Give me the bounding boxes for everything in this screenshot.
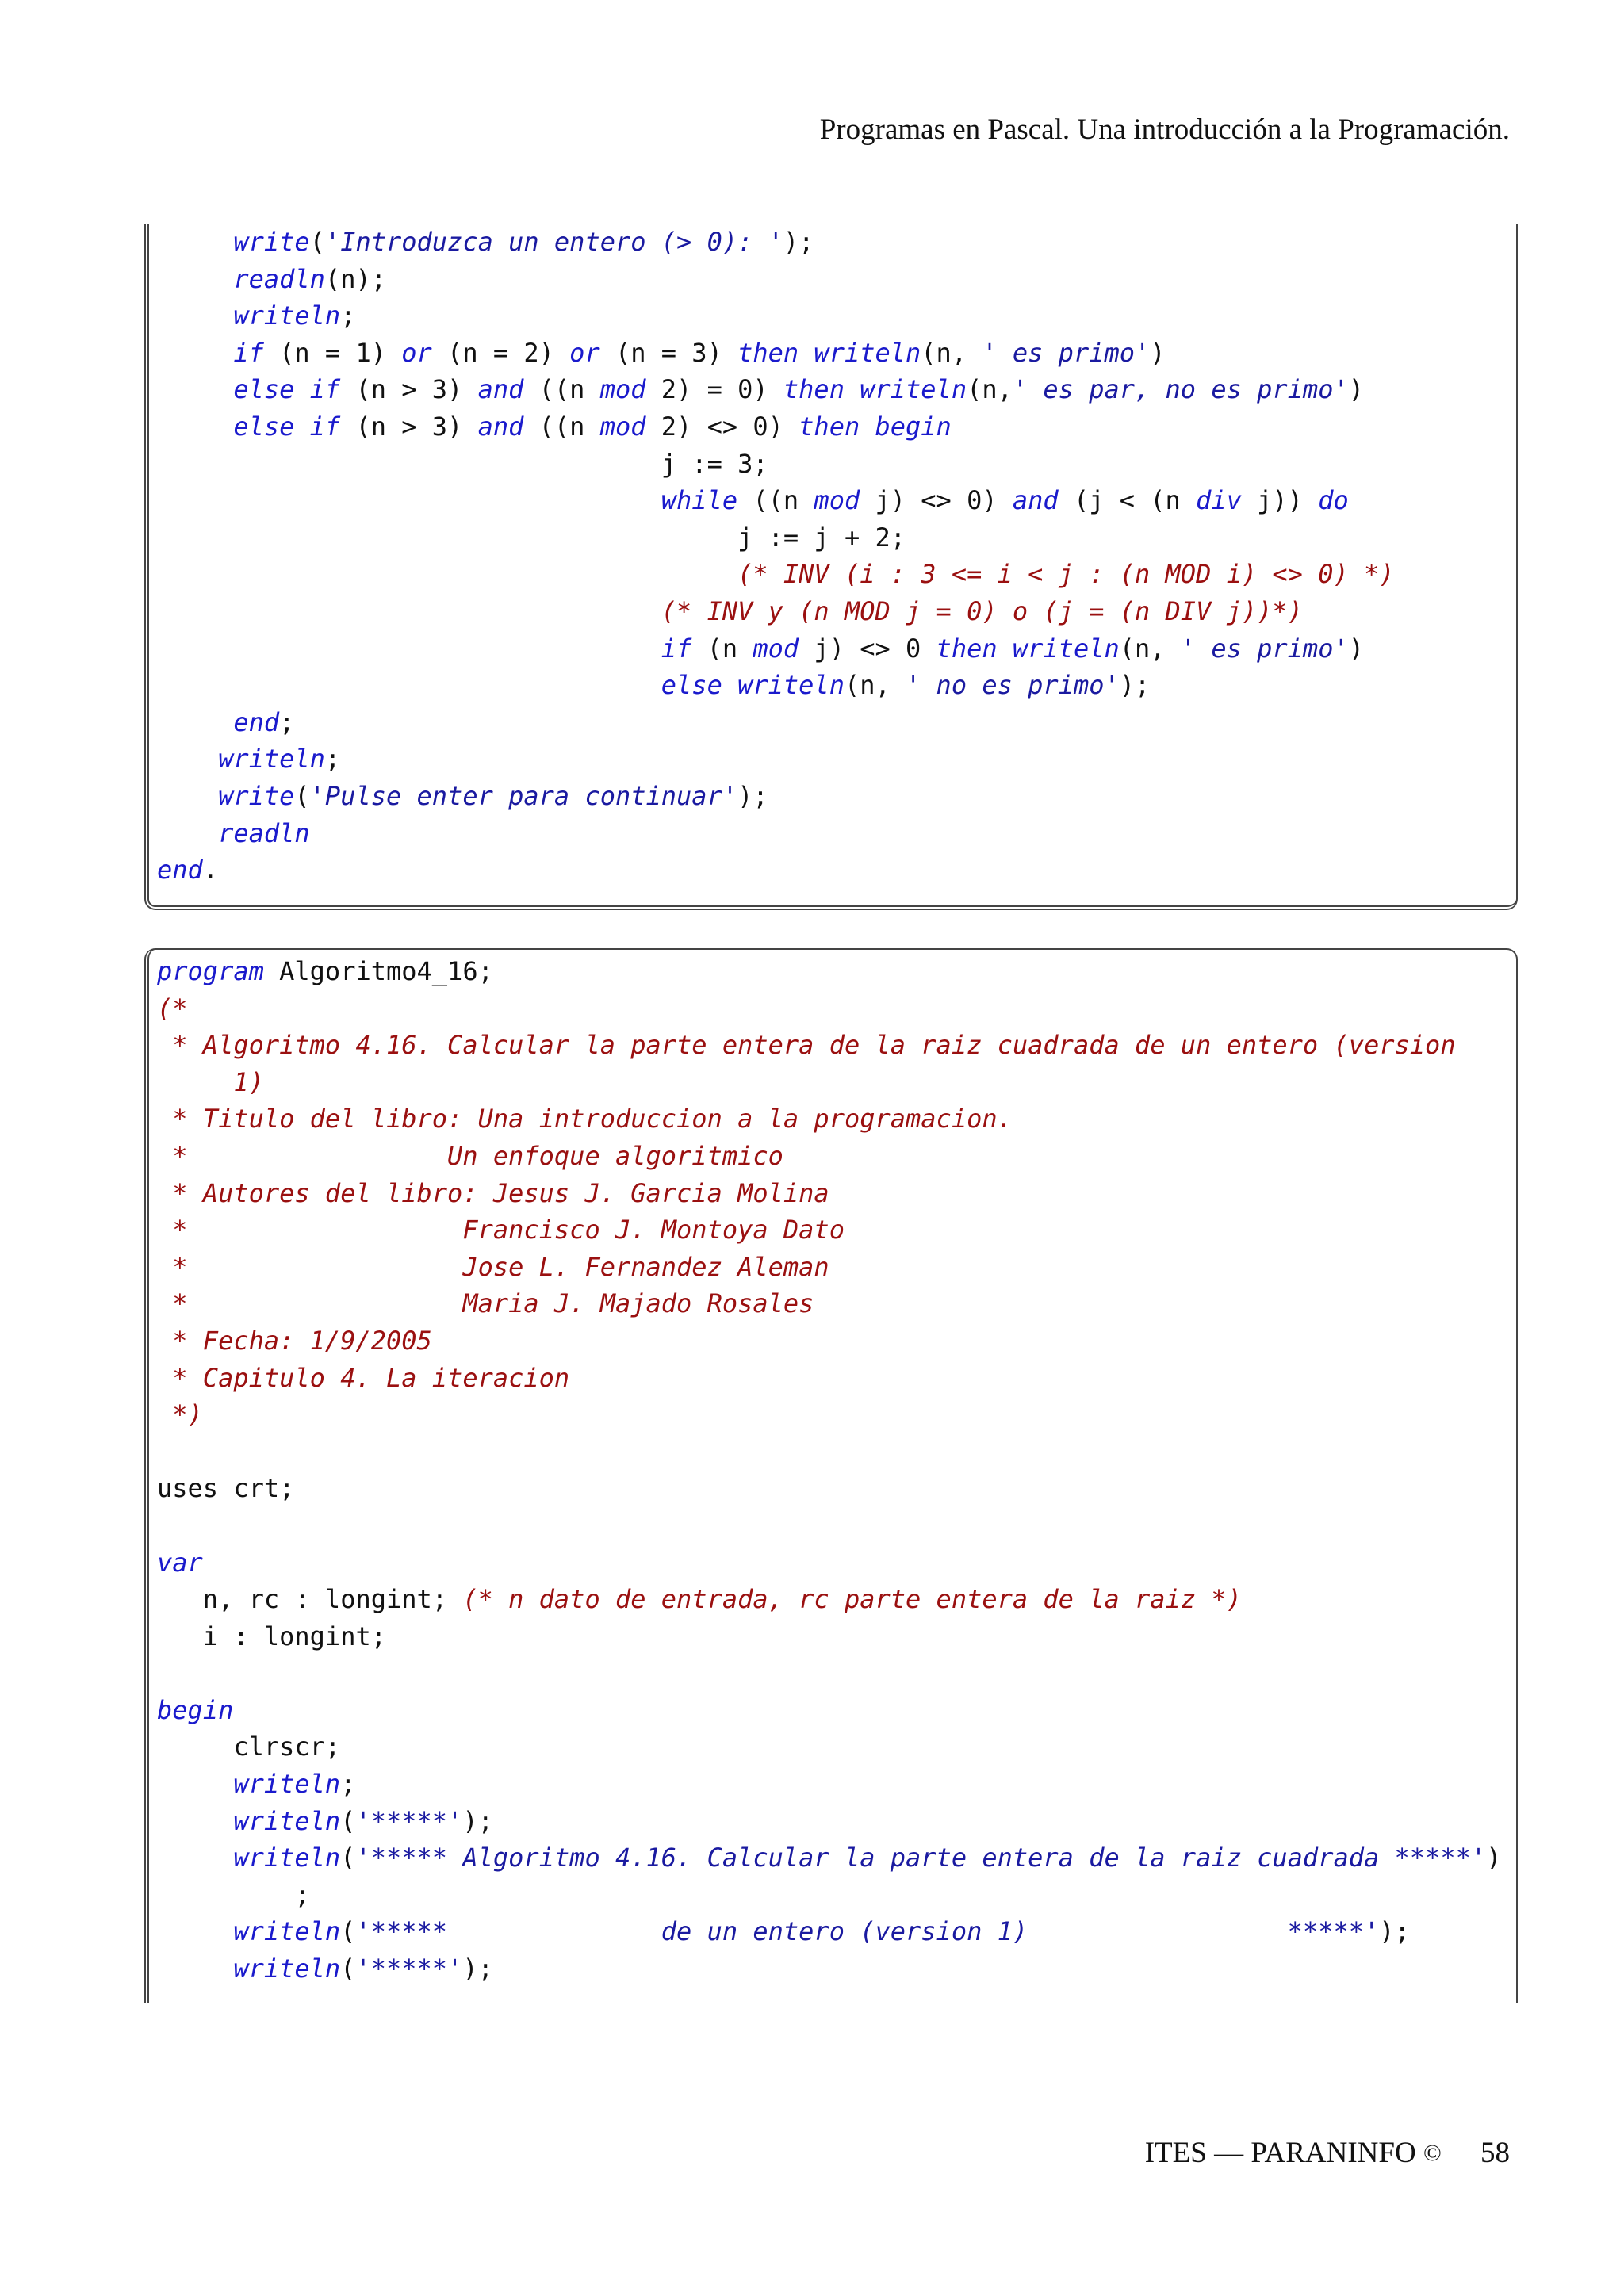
code-comment: * Capitulo 4. La iteracion [157, 1362, 570, 1393]
code-text: 2) <> 0) [645, 411, 799, 442]
code-line [157, 1803, 1501, 1840]
code-line [157, 1581, 1501, 1618]
code-keyword: while [661, 485, 738, 516]
code-keyword: mod [599, 374, 646, 405]
code-text: ); [1379, 1916, 1410, 1947]
code-text [157, 227, 233, 257]
code-line [157, 990, 1501, 1027]
code-text [157, 1954, 233, 1984]
code-line [157, 519, 1395, 557]
code-text [157, 1843, 233, 1873]
code-line [157, 297, 1395, 335]
code-comment: (* [157, 993, 188, 1024]
publisher-name: ITES — PARANINFO [1144, 2137, 1416, 2169]
code-string: '*****' [355, 1805, 463, 1836]
code-listing-continued [157, 224, 1395, 889]
code-line [157, 408, 1395, 446]
code-line [157, 1100, 1501, 1138]
code-text: ; [157, 1879, 310, 1910]
code-line [157, 1839, 1501, 1877]
code-line [157, 953, 1501, 990]
code-keyword: else [661, 670, 722, 701]
code-text: ( [309, 227, 325, 257]
code-text: uses crt; [157, 1473, 295, 1504]
code-keyword: then [936, 633, 998, 664]
code-string: '*****' [355, 1954, 463, 1984]
code-line [157, 1027, 1501, 1064]
code-text: ); [462, 1954, 493, 1984]
code-comment: * Fecha: 1/9/2005 [157, 1325, 432, 1356]
code-comment: * Autores del libro: Jesus J. Garcia Molina [157, 1177, 829, 1208]
code-keyword: begin [157, 1694, 234, 1725]
code-keyword: write [233, 227, 310, 257]
code-line [157, 446, 1395, 483]
code-comment: * Maria J. Majado Rosales [157, 1288, 814, 1319]
code-comment: (* INV (i : 3 <= i < j : (n MOD i) <> 0) *) [737, 559, 1395, 590]
code-text: (n, [921, 337, 982, 368]
code-text: (n = 3) [599, 337, 738, 368]
code-keyword: then [783, 374, 845, 405]
code-text: ((n [737, 485, 814, 516]
copyright-symbol: © [1423, 2140, 1442, 2166]
code-string: ' no es primo' [906, 670, 1120, 701]
code-comment: 1) [157, 1066, 264, 1097]
code-line [157, 1766, 1501, 1803]
code-keyword: writeln [233, 1916, 341, 1947]
code-text: 2) = 0) [645, 374, 783, 405]
page-footer [1145, 2136, 1510, 2170]
code-text: ( [340, 1843, 356, 1873]
code-text: ); [783, 227, 814, 257]
code-text: j)) [1241, 485, 1319, 516]
code-text: ( [294, 780, 310, 811]
code-text: ; [324, 744, 341, 775]
code-line [157, 778, 1395, 815]
code-text: (n); [324, 263, 386, 294]
code-keyword: else if [233, 374, 341, 405]
code-line [157, 1877, 1501, 1914]
code-keyword: div [1196, 485, 1242, 516]
code-text: j) <> 0 [799, 633, 936, 664]
code-line [157, 556, 1395, 593]
code-line [157, 1322, 1501, 1360]
code-line [157, 1544, 1501, 1582]
code-text: (n = 2) [431, 337, 570, 368]
code-line [157, 261, 1395, 298]
code-text [157, 1806, 233, 1836]
code-text [157, 707, 233, 737]
page-number: 58 [1480, 2137, 1510, 2169]
code-keyword: write [218, 780, 295, 811]
code-keyword: writeln [737, 670, 845, 701]
code-keyword: writeln [814, 337, 921, 368]
code-line [157, 630, 1395, 668]
code-text [799, 338, 814, 368]
code-text [157, 485, 661, 515]
code-keyword: else if [233, 411, 341, 442]
code-text: (n, [967, 374, 1013, 405]
code-text: ; [340, 1769, 356, 1800]
code-text: Algoritmo4_16; [263, 956, 493, 986]
code-line [157, 482, 1395, 519]
code-comment: * Francisco J. Montoya Dato [157, 1215, 845, 1246]
code-line [157, 1692, 1501, 1729]
code-keyword: mod [753, 633, 799, 664]
code-text [157, 744, 218, 774]
code-text [157, 411, 233, 442]
code-string: '***** Algoritmo 4.16. Calcular la parte entera de la raiz cuadrada *****' [355, 1843, 1487, 1873]
code-keyword: if [661, 633, 692, 664]
code-text [157, 781, 218, 811]
code-text: ( [340, 1954, 356, 1984]
code-string: 'Introduzca un entero (> 0): ' [324, 227, 783, 257]
code-keyword: writeln [218, 744, 325, 775]
running-header: Programas en Pascal. Una introducción a la Programación. [819, 113, 1510, 146]
code-line [157, 815, 1395, 852]
code-text: (n > 3) [340, 374, 478, 405]
code-keyword: writeln [860, 374, 967, 405]
code-text [157, 670, 661, 700]
code-line [157, 1249, 1501, 1286]
code-line [157, 1396, 1501, 1433]
code-keyword: writeln [1012, 633, 1120, 664]
code-comment: (* n dato de entrada, rc parte entera de la raiz *) [462, 1584, 1242, 1615]
code-comment: * Titulo del libro: Una introduccion a la programacion. [157, 1104, 1013, 1135]
code-text: ((n [523, 411, 600, 442]
code-text: (n, [844, 670, 906, 701]
code-keyword: writeln [233, 300, 341, 331]
code-line [157, 1360, 1501, 1397]
code-text [998, 633, 1013, 664]
code-text: ; [340, 300, 356, 331]
code-line [157, 1913, 1501, 1950]
code-text: j := 3; [157, 448, 768, 479]
code-line [157, 1138, 1501, 1175]
code-text: ); [1119, 670, 1151, 701]
code-text: ); [462, 1805, 493, 1836]
code-keyword: or [401, 337, 432, 368]
code-text: ) [1348, 633, 1364, 664]
code-line [157, 1728, 1501, 1766]
code-line [157, 1507, 1501, 1544]
code-text [845, 374, 860, 404]
code-string: ' es primo' [1180, 633, 1349, 664]
code-line [157, 224, 1395, 261]
code-string: '***** de un entero (version 1) *****' [355, 1916, 1380, 1947]
code-text [157, 338, 233, 368]
code-text: ) [1348, 374, 1364, 405]
code-comment: *) [157, 1399, 203, 1430]
code-keyword: writeln [233, 1954, 341, 1984]
code-string: ' es primo' [982, 337, 1151, 368]
code-text: ( [340, 1805, 356, 1836]
code-text [157, 1769, 233, 1799]
code-text: (n > 3) [340, 411, 478, 442]
code-text [157, 818, 218, 848]
code-keyword: then begin [799, 411, 952, 442]
code-listing-algoritmo4-16 [157, 953, 1501, 1988]
code-keyword: program [157, 956, 264, 986]
code-line [157, 1285, 1501, 1322]
code-text [157, 264, 233, 294]
code-text [157, 1916, 233, 1946]
code-keyword: end [233, 706, 280, 737]
code-line [157, 1064, 1501, 1101]
code-text: clrscr; [157, 1732, 341, 1762]
code-text: ( [340, 1916, 356, 1947]
code-keyword: var [157, 1547, 203, 1578]
code-keyword: readln [233, 263, 325, 294]
code-text [157, 300, 233, 331]
code-line [157, 704, 1395, 741]
code-comment: * Algoritmo 4.16. Calcular la parte entera de la raiz cuadrada de un entero (version [157, 1030, 1456, 1061]
code-line [157, 593, 1395, 630]
code-text: ((n [523, 374, 600, 405]
code-line [157, 335, 1395, 372]
code-keyword: then [737, 337, 799, 368]
code-keyword: if [233, 337, 264, 368]
code-text: n, rc : longint; [157, 1584, 463, 1615]
code-text: j := j + 2; [157, 522, 906, 553]
code-line [157, 667, 1395, 704]
code-text: (n, [1119, 633, 1181, 664]
code-text [722, 670, 737, 700]
code-text: i : longint; [157, 1621, 386, 1651]
code-keyword: writeln [233, 1843, 341, 1873]
code-text [157, 559, 737, 589]
code-keyword: and [1012, 485, 1059, 516]
code-text: (n = 1) [263, 337, 402, 368]
code-text: j) <> 0) [860, 485, 1013, 516]
code-text [157, 374, 233, 404]
code-string: 'Pulse enter para continuar' [309, 780, 738, 811]
code-keyword: and [477, 374, 524, 405]
code-line [157, 1211, 1501, 1249]
code-text: . [202, 855, 219, 886]
code-text [157, 596, 661, 626]
code-keyword: do [1318, 485, 1349, 516]
code-line [157, 1470, 1501, 1507]
code-line [157, 851, 1395, 889]
code-keyword: and [477, 411, 524, 442]
code-line [157, 1433, 1501, 1471]
code-comment: (* INV y (n MOD j = 0) o (j = (n DIV j))*) [661, 595, 1303, 626]
code-text [157, 633, 661, 664]
code-keyword: mod [599, 411, 646, 442]
code-line [157, 740, 1395, 778]
code-line [157, 371, 1395, 408]
code-text: (n [691, 633, 753, 664]
code-text: ); [737, 780, 768, 811]
code-keyword: or [569, 337, 600, 368]
code-text: ) [1150, 337, 1166, 368]
code-string: ' es par, no es primo' [1012, 374, 1349, 405]
code-line [157, 1618, 1501, 1655]
code-text: (j < (n [1058, 485, 1197, 516]
code-keyword: writeln [233, 1805, 341, 1836]
code-keyword: readln [218, 817, 310, 848]
code-keyword: end [157, 855, 203, 886]
code-comment: * Un enfoque algoritmico [157, 1140, 783, 1171]
code-line [157, 1175, 1501, 1212]
code-text: ; [279, 706, 295, 737]
code-line [157, 1655, 1501, 1692]
code-line [157, 1950, 1501, 1988]
code-text: ) [1486, 1843, 1502, 1873]
code-comment: * Jose L. Fernandez Aleman [157, 1251, 829, 1282]
code-keyword: writeln [233, 1769, 341, 1800]
code-keyword: mod [814, 485, 860, 516]
